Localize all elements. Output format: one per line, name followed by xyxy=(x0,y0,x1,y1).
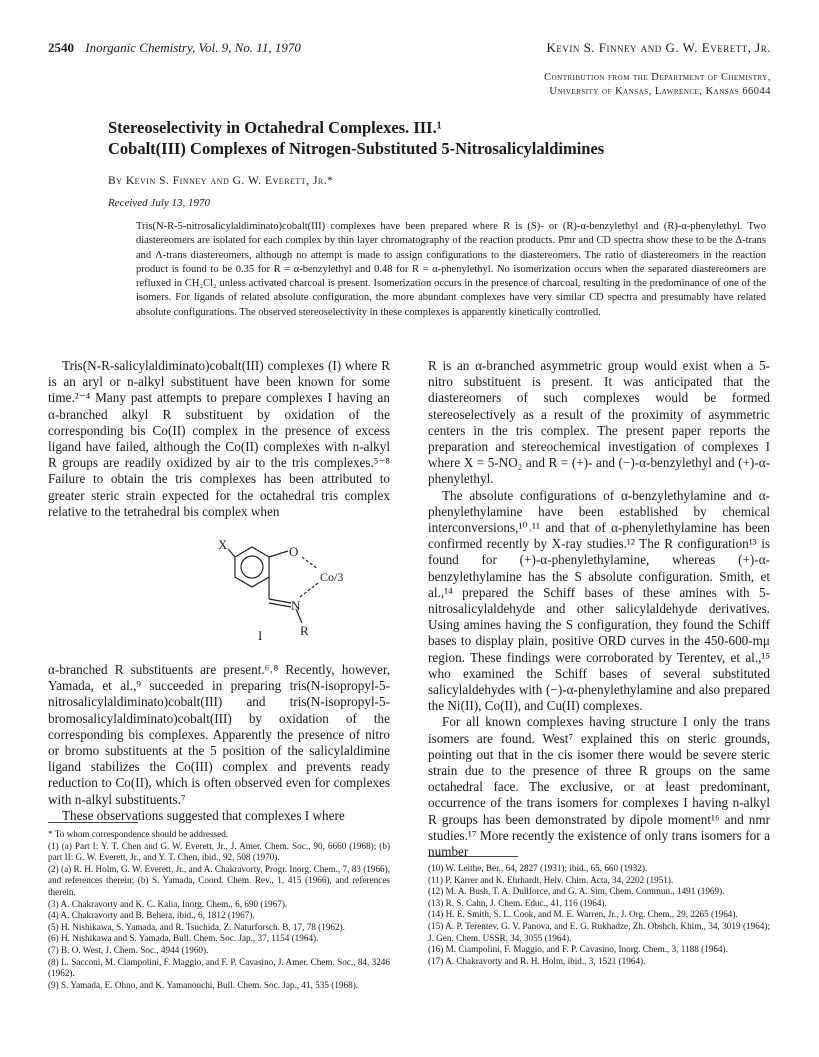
footnote: (2) (a) R. H. Holm, G. W. Everett, Jr., and A. Chakravorty, Progr. Inorg. Chem., 7, 83 (1966), and references therein; (b) S. Yamada, Coord. Chem. Rev., 1, 415 (1966), and references therein. xyxy=(48,863,390,897)
page-number: 2540 xyxy=(48,40,74,55)
footnote: (4) A. Chakravorty and B. Behera, ibid., 6, 1812 (1967). xyxy=(48,910,255,921)
byline: By Kevin S. Finney and G. W. Everett, Jr.* xyxy=(108,175,334,187)
body-left-top xyxy=(48,358,390,520)
n-co-bond xyxy=(300,583,318,597)
x-label: X xyxy=(218,537,228,552)
n-label: N xyxy=(291,598,301,613)
footnote: (15) A. P. Terentev, G. V. Panova, and E. G. Rukhadze, Zh. Obshch. Khim., 34, 3019 (1964); J. Gen. Chem. USSR, 34, 3055 (1964). xyxy=(428,920,770,943)
title-line-2: Cobalt(III) Complexes of Nitrogen-Substituted 5-Nitrosalicylaldimines xyxy=(108,139,605,158)
o-label: O xyxy=(289,544,299,559)
footnote: (12) M. A. Bush, T. A. Dullforce, and G. A. Sim, Chem. Commun., 1491 (1969). xyxy=(428,886,725,897)
running-head-left xyxy=(48,40,301,56)
journal-citation: Inorganic Chemistry, Vol. 9, No. 11, 1970 xyxy=(85,40,301,55)
co-label: Co/3 xyxy=(320,570,344,584)
o-co-bond xyxy=(302,557,318,569)
footnote: (9) S. Yamada, E. Ohno, and K. Yamanouchi, Bull. Chem. Soc. Jap., 41, 535 (1968). xyxy=(48,979,359,990)
footnote: (14) H. E. Smith, S. L. Cook, and M. E. Warren, Jr., J. Org. Chem., 29, 2265 (1964). xyxy=(428,909,738,920)
footnote: (11) P. Karrer and K. Ehrhardt, Helv. Chim. Acta, 34, 2202 (1951). xyxy=(428,874,674,885)
footnote: (1) (a) Part I: Y. T. Chen and G. W. Everett, Jr., J. Amer. Chem. Soc., 90, 6660 (1968); (b) part II: G. W. Everett, Jr., and Y. T. Chen, ibid., 92, 508 (1970). xyxy=(48,840,390,863)
received-date: Received July 13, 1970 xyxy=(108,197,211,209)
contribution-note xyxy=(411,71,771,99)
r-label: R xyxy=(300,623,309,638)
footnote: (17) A. Chakravorty and R. H. Holm, ibid., 3, 1521 (1964). xyxy=(428,955,646,966)
footnote: (16) M. Ciampolini, F. Maggio, and F. P. Cavasino, Inorg. Chem., 3, 1188 (1964). xyxy=(428,944,728,955)
structure-label: I xyxy=(258,628,263,643)
footnote: (5) H. Nishikawa, S. Yamada, and R. Tsuchida, Z. Naturforsch. B, 17, 78 (1962). xyxy=(48,921,345,932)
paragraph: Tris(N-R-salicylaldiminato)cobalt(III) complexes (I) where R is an aryl or n-alkyl substituent have been known for some time.²⁻⁴ Many past attempts to prepare complexes I having an α-branched alkyl R substituent by oxidation of the corresponding bis Co(II) complex in the presence of excess ligand have failed, although the Co(II) complexes with n-alkyl R groups are readily oxidized by air to the tris complexes.⁵⁻⁸ Failure to obtain the tris complexes has been attributed to greater steric strain expected for the octahedral tris complex relative to the tetrahedral bis complex when xyxy=(48,358,390,519)
footnote-rule xyxy=(428,856,518,857)
o-bond xyxy=(269,551,288,557)
body-left-bottom xyxy=(48,662,390,824)
contribution-line-2: University of Kansas, Lawrence, Kansas 66044 xyxy=(549,86,771,97)
footnotes-left xyxy=(48,829,390,991)
paragraph: α-branched R substituents are present.⁶˒⁸ Recently, however, Yamada, et al.,⁹ succeeded in preparing tris(N-isopropyl-5-nitrosalicylaldiminato)cobalt(III) and tris(N-isopropyl-5-bromosalicylaldiminato)cobalt(III) by oxidation of the corresponding bis complexes. Apparently the presence of nitro or bromo substituents at the 5 position of the salicylaldimine ligand stabilizes the Co(III) complex and prevents ready reduction to Co(II), which is often observed even for complexes with n-alkyl substituents.⁷ xyxy=(48,662,390,807)
aromatic-circle xyxy=(241,556,263,578)
title-line-1: Stereoselectivity in Octahedral Complexes. III.¹ xyxy=(108,118,442,137)
footnote: (3) A. Chakravorty and K. C. Kalia, Inorg. Chem., 6, 690 (1967). xyxy=(48,898,288,909)
paragraph: R is an α-branched asymmetric group would exist when a 5-nitro substituent is present. It was anticipated that the diastereomers of such complexes would be formed stereoselectively as a result of the proximity of asymmetric centers in the tris complex. The present paper reports the preparation and stereochemical investigation of complexes I where X = 5-NO₂ and R = (+)- and (−)-α-benzylethyl and (+)-α-phenylethyl. xyxy=(428,358,770,487)
paragraph: For all known complexes having structure I only the trans isomers are found. West⁷ explained this on steric grounds, pointing out that in the cis isomer there would be severe steric strain due to the presence of three R groups on the same octahedral face. The exclusive, or at least predominant, occurrence of the trans isomers for complexes I having n-alkyl R groups has been demonstrated by dipole moment¹⁶ and nmr studies.¹⁷ More recently the existence of only trans isomers for a number xyxy=(428,714,770,860)
footnote: (10) W. Leithe, Ber., 64, 2827 (1931); ibid., 65, 660 (1932). xyxy=(428,863,648,873)
footnote: (7) B. O. West, J. Chem. Soc., 4944 (1960). xyxy=(48,944,209,955)
abstract: Tris(N-R-5-nitrosalicylaldiminato)cobalt(III) complexes have been prepared where R is (S)- or (R)-α-benzylethyl and (R)-α-phenylethyl. Two diastereomers are isolated for each complex by thin layer chromatography of the reaction products. Pmr and CD spectra show these to be the Δ-trans and Λ-trans diastereomers, although no attempt is made to assign configurations to the diastereomers. The ratio of diastereomers in the reaction product is found to be 0.35 for R = α-benzylethyl and 0.48 for R = α-phenylethyl. No isomerization occurs when the separated diastereomers are refluxed in CH₂Cl₂ unless activated charcoal is present. Isomerization occurs in the presence of charcoal, resulting in the predominance of one of the isomers. For ligands of related absolute configuration, the more abundant complexes have very similar CD spectra and presumably have related absolute configurations. The observed stereoselectivity in these complexes is apparently kinetically controlled. xyxy=(136,221,766,318)
footnotes-right xyxy=(428,863,770,967)
footnote: (8) L. Sacconi, M. Ciampolini, F. Maggio, and F. P. Cavasino, J. Amer. Chem. Soc., 84, 3246 (1962). xyxy=(48,956,390,979)
structure-diagram xyxy=(190,535,370,645)
imine-bond-1 xyxy=(269,599,291,603)
x-bond xyxy=(228,549,235,557)
footnote-rule xyxy=(48,822,138,823)
footnote: (13) R. S. Cahn, J. Chem. Educ., 41, 116 (1964). xyxy=(428,897,607,908)
footnote: (6) H. Nishikawa and S. Yamada, Bull. Chem. Soc. Jap., 37, 1154 (1964). xyxy=(48,933,319,944)
running-head-authors: Kevin S. Finney and G. W. Everett, Jr. xyxy=(546,40,771,55)
body-right xyxy=(428,358,770,860)
footnote: * To whom correspondence should be addressed. xyxy=(48,829,229,839)
imine-bond-2 xyxy=(269,603,291,607)
benzene-ring xyxy=(235,547,269,587)
contribution-line-1: Contribution from the Department of Chemistry, xyxy=(544,72,771,83)
paragraph: These observations suggested that complexes I where xyxy=(62,807,345,823)
paper-title xyxy=(108,117,778,159)
paragraph: The absolute configurations of α-benzylethylamine and α-phenylethylamine have been established by chemical interconversions,¹⁰˒¹¹ and that of α-phenylethylamine has been confirmed recently by X-ray studies.¹² The R configuration¹³ is found for (+)-α-phenylethylamine, whereas (+)-α-benzylethylamine has the S absolute configuration. Smith, et al.,¹⁴ prepared the Schiff bases of these amines with 5-nitrosalicylaldehyde and other salicylaldehyde derivatives. Using amines having the S configuration, they found the Schiff bases to display plain, positive ORD curves in the 450-600-mμ region. These findings were corroborated by Terentev, et al.,¹⁵ who examined the Schiff bases of several substituted salicylaldehydes with (−)-α-phenylethylamine and also prepared the Ni(II), Co(II), and Cu(II) complexes. xyxy=(428,487,770,714)
